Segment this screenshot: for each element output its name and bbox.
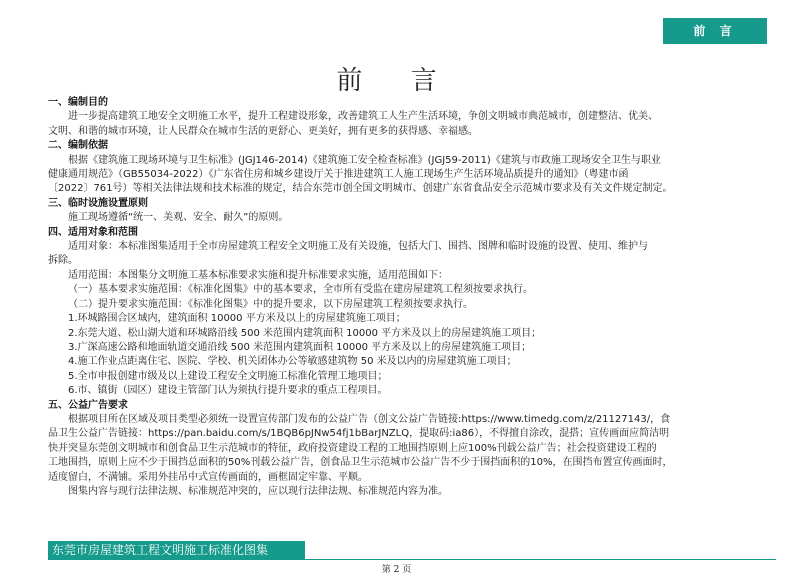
- section-text: 根据《建筑施工现场环境与卫生标准》(JGJ146-2014)《建筑施工安全检查标准》(JGJ59-2011)《建筑与市政施工现场安全卫生与职业: [68, 154, 661, 166]
- section-text: 拆除。: [48, 255, 78, 267]
- section-text: 工地围挡，原则上应不少于围挡总面积的50%刊载公益广告，创食品卫生示范城市公益广告不少于围挡面积的10%，在围挡布置宣传画面时，: [48, 457, 673, 469]
- list-item: 2.东莞大道、松山湖大道和环城路沿线 500 米范围内建筑面积 10000 平方米及以上的房屋建筑施工项目；: [68, 327, 542, 339]
- page-number: 第 2 页: [381, 565, 412, 575]
- list-item: 5.全市申报创建市级及以上建设工程安全文明施工标准化管理工地项目；: [68, 370, 388, 382]
- list-item: （二）提升要求实施范围：《标准化图集》中的提升要求，以下房屋建筑工程须按要求执行。: [68, 298, 473, 310]
- section-text: 〔2022〕761号）等相关法律法规和技术标准的规定，结合东莞市创全国文明城市、创建广东省食品安全示范城市要求及有关文件规定制定。: [48, 183, 673, 195]
- section-text: 适用对象：本标准图集适用于全市房屋建筑工程安全文明施工及有关设施，包括大门、围挡、图牌和临时设施的设置、使用、维护与: [68, 241, 648, 253]
- section-heading-ads: 五、公益广告要求: [48, 399, 128, 411]
- footer-title: 东莞市房屋建筑工程文明施工标准化图集: [48, 541, 305, 559]
- section-text: 快并突显东莞创文明城市和创食品卫生示范城市的特征，政府投资建设工程的工地围挡原则上应100%刊载公益广告；社会投资建设工程的: [48, 442, 657, 454]
- section-text: 健康通用规范》（GB55034-2022）《广东省住房和城乡建设厅关于推进建筑工人施工现场生产生活环境品质提升的通知》（粤建市函: [48, 169, 629, 181]
- section-heading-basis: 二、编制依据: [48, 140, 108, 152]
- page-title: 前 言: [336, 66, 457, 96]
- list-item: 4.施工作业点距离住宅、医院、学校、机关团体办公等敏感建筑物 50 米及以内的房屋建筑施工项目；: [68, 356, 517, 368]
- section-heading-scope: 四、适用对象和范围: [48, 226, 138, 238]
- section-text: 根据项目所在区域及项目类型必须统一设置宣传部门发布的公益广告（创文公益广告链接:https://www.timedg.com/z/21127143/，食: [68, 413, 671, 425]
- list-item: 6.市、镇街（园区）建设主管部门认为须执行提升要求的重点工程项目。: [68, 385, 388, 397]
- list-item: 3.广深高速公路和地面轨道交通沿线 500 米范围内建筑面积 10000 平方米及以上的房屋建筑施工项目；: [68, 341, 532, 353]
- section-text: 施工现场遵循“统一、美观、安全、耐久”的原则。: [68, 212, 289, 224]
- section-text: 图集内容与现行法律法规、标准规范冲突的，应以现行法律法规、标准规范内容为准。: [68, 485, 448, 497]
- section-text: 文明、和谐的城市环境，让人民群众在城市生活的更舒心、更美好，拥有更多的获得感、幸福感。: [48, 125, 478, 137]
- section-text: 进一步提高建筑工地安全文明施工水平，提升工程建设形象，改善建筑工人生产生活环境，争创文明城市典范城市，创建整洁、优美、: [68, 111, 658, 123]
- list-item: （一）基本要求实施范围：《标准化图集》中的基本要求，全市所有受监在建房屋建筑工程须按要求执行。: [68, 284, 533, 296]
- section-text: 品卫生公益广告链接：https://pan.baidu.com/s/1BQB6pJNw54fj1bBarJNZLQ，提取码:ia86），不得擅自涂改，混搭；宣传画面应简洁明: [48, 428, 670, 440]
- footer-divider: [48, 559, 776, 560]
- section-text: 适度留白，不满铺。采用外挂吊中式宣传画面的，画框固定牢靠、平顺。: [48, 471, 368, 483]
- header-tab: 前 言: [663, 18, 767, 44]
- section-text: 适用范围：本图集分文明施工基本标准要求实施和提升标准要求实施，适用范围如下：: [68, 269, 448, 281]
- section-heading-purpose: 一、编制目的: [48, 97, 108, 108]
- section-heading-principles: 三、临时设施设置原则: [48, 197, 148, 209]
- list-item: 1.环城路围合区域内，建筑面积 10000 平方米及以上的房屋建筑施工项目；: [68, 313, 406, 325]
- document-body: [48, 96, 776, 499]
